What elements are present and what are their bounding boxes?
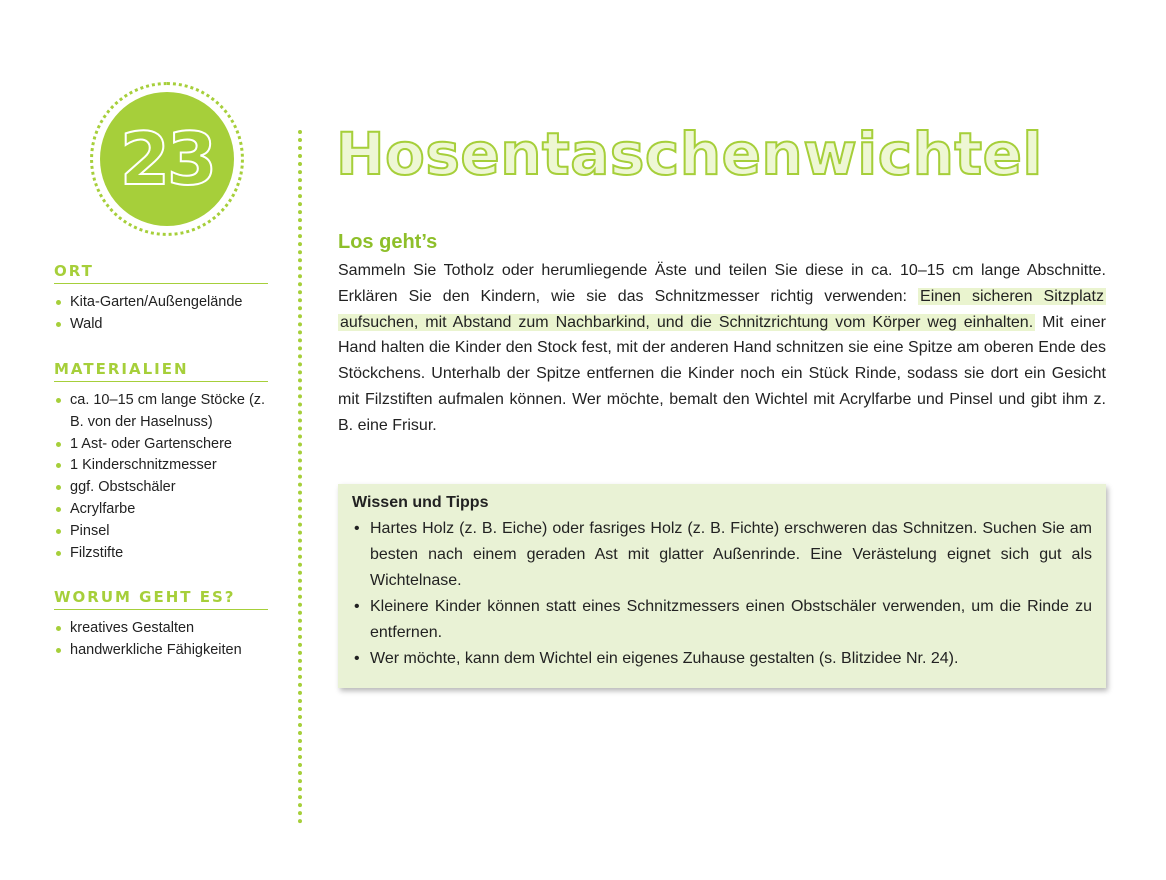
list-item: Pinsel (54, 521, 268, 543)
tips-list (352, 516, 1092, 672)
list-item: 1 Ast- oder Gartenschere (54, 434, 268, 456)
intro-heading: Los geht’s (338, 231, 438, 253)
intro-text-part: Sammeln Sie Totholz oder herumliegende Äste und teilen Sie diese in ca. 10–15 cm lange Abschnitte. Erklären Sie den Kindern, wie sie das Schnitzmesser richtig verwenden: (338, 262, 1106, 305)
intro-text-part: Mit einer Hand halten die Kinder den Stock fest, mit der anderen Hand schnitzen sie eine Spitze am oberen Ende des Stöckchens. Unterhalb der Spitze entfernen die Kinder noch ein Stück Rinde, sodass sie dort ein Gesicht mit Filzstiften aufmalen können. Wer möchte, bemalt den Wichtel mit Acrylfarbe und Pinsel und gibt ihm z. B. eine Frisur. (338, 313, 1107, 434)
activity-number-badge (100, 92, 234, 226)
tips-item: • Hartes Holz (z. B. Eiche) oder fasriges Holz (z. B. Fichte) erschweren das Schnitzen. Suchen Sie am besten nach einem geraden Ast mit glatter Außenrinde. Eine Verästelung eignet sich gut als Wichtelnase. (352, 516, 1092, 594)
activity-number: 23 (119, 117, 215, 201)
list-item: handwerkliche Fähigkeiten (54, 640, 268, 662)
page-title: Hosentaschenwichtel (336, 120, 1043, 188)
list-item: ggf. Obstschäler (54, 477, 268, 499)
list-item: Filzstifte (54, 543, 268, 565)
list-item: ca. 10–15 cm lange Stöcke (z. B. von der Haselnuss) (54, 390, 268, 434)
column-divider (298, 130, 302, 824)
list-item: kreatives Gestalten (54, 618, 268, 640)
section-title-ort: ORT (54, 262, 268, 284)
list-materialien (54, 390, 268, 564)
tips-item: • Kleinere Kinder können statt eines Schnitzmessers einen Obstschäler verwenden, um die Rinde zu entfernen. (352, 594, 1092, 646)
intro-highlight: Einen sicheren Sitzplatz aufsuchen, mit Abstand zum Nachbarkind, und die Schnitzrichtung vom Körper weg einhalten. (340, 287, 1104, 331)
list-item: Wald (54, 314, 268, 336)
tips-title: Wissen und Tipps (352, 494, 489, 511)
list-item: 1 Kinderschnitzmesser (54, 455, 268, 477)
tips-item: • Wer möchte, kann dem Wichtel ein eigenes Zuhause gestalten (s. Blitzidee Nr. 24). (352, 646, 1092, 672)
section-title-worum: WORUM GEHT ES? (54, 588, 268, 610)
list-item: Kita-Garten/Außengelände (54, 292, 268, 314)
section-ort (54, 262, 268, 336)
intro-text (338, 258, 1106, 439)
section-materialien (54, 360, 268, 564)
section-title-materialien: MATERIALIEN (54, 360, 268, 382)
tips-box (338, 484, 1106, 688)
list-ort (54, 292, 268, 336)
list-item: Acrylfarbe (54, 499, 268, 521)
list-worum (54, 618, 268, 662)
section-worum (54, 588, 268, 662)
